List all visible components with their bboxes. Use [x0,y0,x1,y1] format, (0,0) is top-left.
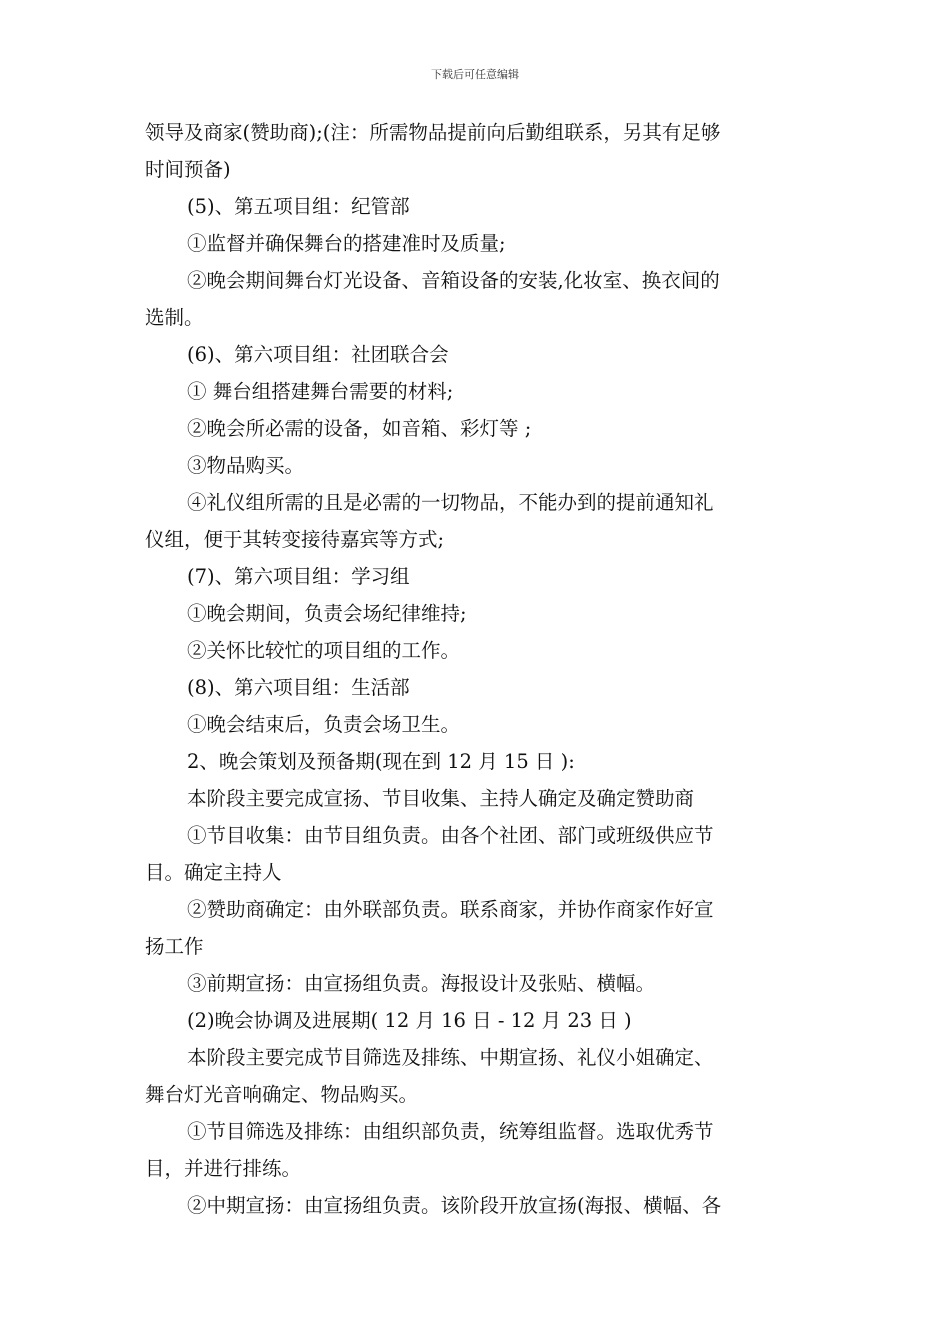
text-line: (7)、第六项目组：学习组 [187,565,410,588]
text-line: ③物品购买。 [187,454,305,477]
text-line: ①节目收集：由节目组负责。由各个社团、部门或班级供应节 [187,824,714,847]
text-line: 目，并进行排练。 [145,1157,302,1180]
text-line: (2)晚会协调及进展期( 12 月 16 日 - 12 月 23 日 ) [187,1009,632,1032]
text-line: 目。确定主持人 [145,861,282,884]
page-header: 下载后可任意编辑 [431,68,519,81]
text-line: 舞台灯光音响确定、物品购买。 [145,1083,419,1106]
text-line: 选制。 [145,306,204,329]
text-line: ②赞助商确定：由外联部负责。联系商家，并协作商家作好宣 [187,898,714,921]
text-line: 仪组，便于其转变接待嘉宾等方式; [145,528,445,551]
text-line: ②晚会所必需的设备，如音箱、彩灯等 ; [187,417,532,440]
text-line: (5)、第五项目组：纪管部 [187,195,410,218]
text-line: ①晚会结束后，负责会场卫生。 [187,713,461,736]
text-line: 领导及商家(赞助商);(注：所需物品提前向后勤组联系，另其有足够 [145,121,721,144]
text-line: 扬工作 [145,935,204,958]
text-line: 本阶段主要完成宣扬、节目收集、主持人确定及确定赞助商 [187,787,695,810]
text-line: ②晚会期间舞台灯光设备、音箱设备的安装,化妆室、换衣间的 [187,269,720,292]
text-line: ① 舞台组搭建舞台需要的材料; [187,380,454,403]
text-line: (6)、第六项目组：社团联合会 [187,343,449,366]
text-line: (8)、第六项目组：生活部 [187,676,410,699]
text-line: 本阶段主要完成节目筛选及排练、中期宣扬、礼仪小姐确定、 [187,1046,714,1069]
text-line: ①节目筛选及排练：由组织部负责，统筹组监督。选取优秀节 [187,1120,714,1143]
text-line: ①监督并确保舞台的搭建准时及质量; [187,232,506,255]
text-line: 2、晚会策划及预备期(现在到 12 月 15 日 ): [187,750,575,773]
text-line: 时间预备) [145,158,231,181]
text-line: ③前期宣扬：由宣扬组负责。海报设计及张贴、横幅。 [187,972,656,995]
text-line: ④礼仪组所需的且是必需的一切物品，不能办到的提前通知礼 [187,491,714,514]
document-body [145,114,810,1224]
text-line: ①晚会期间，负责会场纪律维持; [187,602,467,625]
text-line: ②中期宣扬：由宣扬组负责。该阶段开放宣扬(海报、横幅、各 [187,1194,722,1217]
text-line: ②关怀比较忙的项目组的工作。 [187,639,461,662]
